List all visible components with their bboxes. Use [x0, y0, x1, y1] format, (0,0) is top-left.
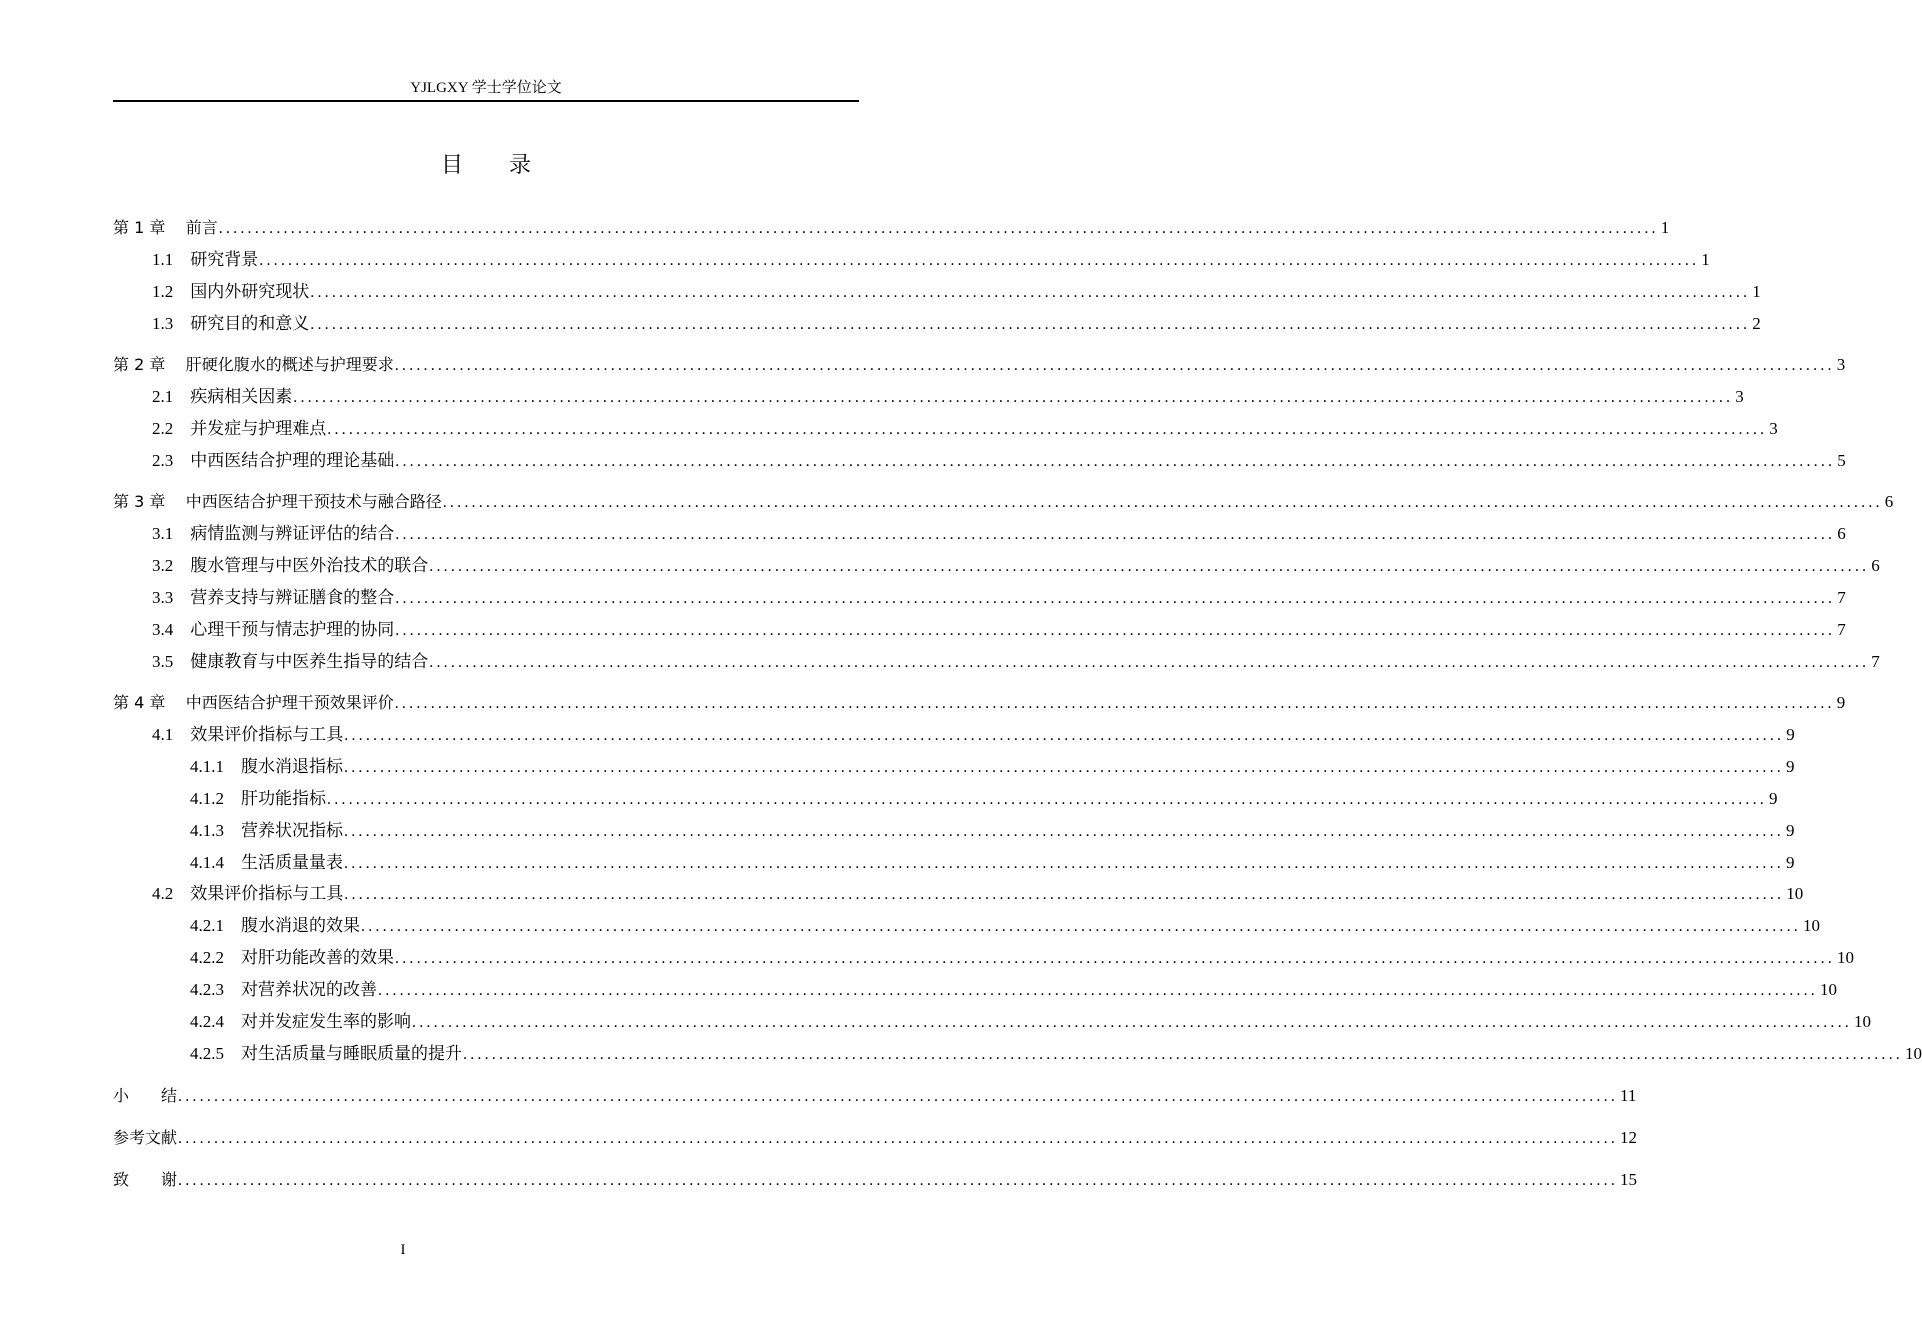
toc-entry[interactable]	[113, 1011, 1871, 1033]
toc-leader-dots: ........................................................................................................................................................................................................	[327, 791, 1767, 808]
toc-entry-page: 9	[1786, 821, 1795, 840]
toc-entry[interactable]	[113, 555, 1880, 577]
toc-entry-gap	[165, 354, 185, 376]
toc-entry-page: 11	[1620, 1086, 1637, 1105]
toc-entry-gap	[173, 418, 190, 440]
toc-entry[interactable]	[113, 491, 1894, 513]
toc-title: 目录	[440, 153, 577, 178]
toc-entry-number: 4.2.1	[190, 916, 224, 935]
toc-entry-number: 3.1	[152, 524, 174, 543]
toc-entry-title: 小 结	[113, 1086, 178, 1105]
toc-entry-number: 1.1	[152, 250, 174, 269]
toc-leader-dots: ........................................................................................................................................................................................................	[395, 453, 1836, 470]
toc-entry-title: 腹水管理与中医外治技术的联合	[190, 556, 429, 575]
toc-entry-gap	[173, 724, 190, 746]
toc-entry-gap	[224, 1043, 241, 1065]
toc-entry-title: 研究背景	[190, 250, 259, 269]
toc-entry-number: 1.3	[152, 314, 174, 333]
toc-leader-dots: ........................................................................................................................................................................................................	[344, 823, 1784, 840]
toc-leader-dots: ........................................................................................................................................................................................................	[178, 1172, 1619, 1189]
toc-entry-gap	[224, 788, 241, 810]
toc-entry-number: 第 2 章	[113, 355, 166, 374]
toc-entry-page: 9	[1786, 757, 1795, 776]
toc-entry-page: 9	[1769, 789, 1778, 808]
toc-entry-page: 6	[1871, 556, 1880, 575]
toc-entry-number: 4.1.2	[190, 789, 224, 808]
toc-entry[interactable]	[113, 883, 1804, 905]
toc-entry-gap	[165, 491, 185, 513]
toc-entry-title: 中西医结合护理干预效果评价	[185, 693, 394, 712]
toc-entry-number: 3.4	[152, 620, 174, 639]
toc-entry[interactable]	[113, 852, 1795, 874]
toc-entry-title: 健康教育与中医养生指导的结合	[190, 652, 429, 671]
toc-entry-gap	[173, 281, 190, 303]
toc-entry-gap	[224, 1011, 241, 1033]
header-rule	[113, 100, 859, 102]
toc-entry-page: 7	[1837, 588, 1846, 607]
toc-entry-gap	[173, 587, 190, 609]
toc-entry[interactable]	[113, 756, 1795, 778]
toc-entry-page: 10	[1854, 1012, 1871, 1031]
toc-entry-page: 9	[1786, 725, 1795, 744]
toc-entry-title: 疾病相关因素	[190, 387, 293, 406]
toc-leader-dots: ........................................................................................................................................................................................................	[310, 316, 1751, 333]
toc-entry-title: 对并发症发生率的影响	[241, 1012, 411, 1031]
toc-entry-page: 3	[1735, 387, 1744, 406]
toc-entry-gap	[224, 756, 241, 778]
toc-leader-dots: ........................................................................................................................................................................................................	[412, 1014, 1852, 1031]
toc-entry-gap	[224, 820, 241, 842]
toc-entry-title: 并发症与护理难点	[190, 419, 327, 438]
toc-entry-page: 5	[1837, 451, 1846, 470]
toc-entry-gap	[224, 947, 241, 969]
toc-entry-title: 心理干预与情志护理的协同	[190, 620, 395, 639]
toc-entry-page: 1	[1660, 218, 1670, 237]
toc-entry-page: 15	[1620, 1170, 1638, 1189]
toc-entry-gap	[173, 523, 190, 545]
toc-entry-title: 效果评价指标与工具	[190, 884, 344, 903]
toc-entry[interactable]	[113, 947, 1854, 969]
toc-entry-title: 对生活质量与睡眠质量的提升	[241, 1044, 462, 1063]
toc-entry[interactable]	[113, 587, 1846, 609]
toc-leader-dots: ........................................................................................................................................................................................................	[395, 622, 1836, 639]
toc-entry-number: 第 1 章	[113, 218, 166, 237]
toc-entry-gap	[224, 915, 241, 937]
toc-entry-title: 肝硬化腹水的概述与护理要求	[185, 355, 394, 374]
toc-leader-dots: ........................................................................................................................................................................................................	[463, 1046, 1903, 1063]
toc-leader-dots: ........................................................................................................................................................................................................	[429, 654, 1870, 671]
toc-entry-title: 效果评价指标与工具	[190, 725, 344, 744]
toc-entry-title: 营养支持与辨证膳食的整合	[190, 588, 395, 607]
toc-entry-gap	[173, 450, 190, 472]
toc-entry[interactable]	[113, 281, 1761, 303]
toc-entry-title: 腹水消退的效果	[241, 916, 360, 935]
toc-entry[interactable]	[113, 692, 1846, 714]
toc-leader-dots: ........................................................................................................................................................................................................	[259, 252, 1700, 269]
toc-entry-gap	[173, 651, 190, 673]
toc-leader-dots: ........................................................................................................................................................................................................	[344, 727, 1785, 744]
toc-leader-dots: ........................................................................................................................................................................................................	[344, 855, 1784, 872]
toc-leader-dots: ........................................................................................................................................................................................................	[218, 220, 1659, 237]
toc-entry-number: 4.1.1	[190, 757, 224, 776]
toc-leader-dots: ........................................................................................................................................................................................................	[394, 357, 1835, 374]
toc-entry[interactable]	[113, 523, 1846, 545]
toc-entry-gap	[224, 852, 241, 874]
toc-entry[interactable]	[113, 354, 1846, 376]
toc-entry[interactable]	[113, 1127, 1638, 1149]
toc-entry-page: 1	[1752, 282, 1761, 301]
toc-entry-gap	[173, 313, 190, 335]
toc-entry[interactable]	[113, 249, 1710, 271]
toc-entry-title: 研究目的和意义	[190, 314, 310, 333]
toc-entry-number: 2.1	[152, 387, 174, 406]
toc-entry-number: 4.2.5	[190, 1044, 224, 1063]
toc-entry[interactable]	[113, 1085, 1637, 1107]
toc-entry[interactable]	[113, 915, 1820, 937]
toc-entry-page: 10	[1905, 1044, 1922, 1063]
toc-entry-gap	[165, 217, 185, 239]
toc-entry-title: 中西医结合护理的理论基础	[190, 451, 395, 470]
toc-entry-page: 7	[1837, 620, 1846, 639]
toc-entry-gap	[173, 619, 190, 641]
toc-entry-page: 9	[1836, 693, 1846, 712]
toc-entry-number: 4.2.4	[190, 1012, 224, 1031]
toc-leader-dots: ........................................................................................................................................................................................................	[344, 886, 1785, 903]
toc-entry-title: 国内外研究现状	[190, 282, 310, 301]
toc-entry-page: 10	[1786, 884, 1804, 903]
toc-entry-title: 腹水消退指标	[241, 757, 343, 776]
toc-leader-dots: ........................................................................................................................................................................................................	[378, 982, 1818, 999]
toc-entry-page: 2	[1752, 314, 1761, 333]
toc-entry-page: 10	[1803, 916, 1820, 935]
toc-entry[interactable]	[113, 724, 1795, 746]
toc-entry[interactable]	[113, 619, 1846, 641]
toc-entry-page: 1	[1701, 250, 1710, 269]
toc-leader-dots: ........................................................................................................................................................................................................	[361, 918, 1801, 935]
toc-entry-title: 参考文献	[113, 1128, 178, 1147]
toc-entry-title: 前言	[185, 218, 218, 237]
toc-entry-number: 3.2	[152, 556, 174, 575]
toc-entry[interactable]	[113, 217, 1670, 239]
toc-entry-title: 对肝功能改善的效果	[241, 948, 394, 967]
toc-entry[interactable]	[113, 313, 1761, 335]
toc-entry-title: 生活质量量表	[241, 853, 343, 872]
toc-entry-number: 第 4 章	[113, 693, 166, 712]
toc-entry[interactable]	[113, 1043, 1922, 1065]
toc-leader-dots: ........................................................................................................................................................................................................	[293, 389, 1734, 406]
toc-entry-title: 营养状况指标	[241, 821, 343, 840]
toc-entry[interactable]	[113, 1169, 1638, 1191]
toc-entry[interactable]	[113, 418, 1778, 440]
toc-leader-dots: ........................................................................................................................................................................................................	[327, 421, 1768, 438]
toc-entry-title: 中西医结合护理干预技术与融合路径	[185, 492, 442, 511]
toc-entry-number: 4.1.3	[190, 821, 224, 840]
toc-entry-page: 6	[1837, 524, 1846, 543]
toc-entry-gap	[173, 555, 190, 577]
toc-entry-number: 1.2	[152, 282, 174, 301]
toc-entry-number: 4.1	[152, 725, 174, 744]
toc-entry[interactable]	[113, 788, 1778, 810]
toc-entry-page: 12	[1620, 1128, 1638, 1147]
toc-entry-page: 10	[1820, 980, 1837, 999]
toc-entry[interactable]	[113, 651, 1880, 673]
toc-entry-gap	[173, 249, 190, 271]
toc-entry-number: 2.2	[152, 419, 174, 438]
toc-entry-page: 9	[1786, 853, 1795, 872]
toc-entry-page: 3	[1769, 419, 1778, 438]
toc-leader-dots: ........................................................................................................................................................................................................	[178, 1088, 1619, 1105]
toc-entry-title: 病情监测与辨证评估的结合	[190, 524, 395, 543]
page-header: YJLGXY 学士学位论文	[410, 80, 562, 96]
toc-entry-number: 第 3 章	[113, 492, 166, 511]
toc-entry-number: 4.2.2	[190, 948, 224, 967]
toc-leader-dots: ........................................................................................................................................................................................................	[395, 526, 1836, 543]
toc-entry-page: 7	[1871, 652, 1880, 671]
toc-leader-dots: ........................................................................................................................................................................................................	[394, 695, 1835, 712]
toc-leader-dots: ........................................................................................................................................................................................................	[344, 759, 1784, 776]
toc-entry-title: 对营养状况的改善	[241, 980, 377, 999]
toc-entry-number: 3.3	[152, 588, 174, 607]
toc-entry-gap	[173, 386, 190, 408]
toc-entry-gap	[224, 979, 241, 1001]
toc-entry-number: 4.1.4	[190, 853, 224, 872]
toc-entry-number: 3.5	[152, 652, 174, 671]
page-number: I	[400, 1242, 406, 1258]
toc-leader-dots: ........................................................................................................................................................................................................	[442, 494, 1883, 511]
toc-leader-dots: ........................................................................................................................................................................................................	[395, 950, 1835, 967]
toc-entry-number: 4.2	[152, 884, 174, 903]
toc-entry-title: 致 谢	[113, 1170, 178, 1189]
toc-entry-page: 10	[1837, 948, 1854, 967]
toc-entry-gap	[165, 692, 185, 714]
toc-entry-page: 6	[1884, 492, 1894, 511]
toc-entry-title: 肝功能指标	[241, 789, 326, 808]
toc-entry-page: 3	[1836, 355, 1846, 374]
toc-entry-number: 4.2.3	[190, 980, 224, 999]
toc-leader-dots: ........................................................................................................................................................................................................	[310, 284, 1751, 301]
toc-entry-gap	[173, 883, 190, 905]
toc-leader-dots: ........................................................................................................................................................................................................	[178, 1130, 1619, 1147]
toc-leader-dots: ........................................................................................................................................................................................................	[429, 558, 1870, 575]
toc-entry-number: 2.3	[152, 451, 174, 470]
toc-entry[interactable]	[113, 450, 1846, 472]
toc-entry[interactable]	[113, 820, 1795, 842]
toc-entry[interactable]	[113, 386, 1744, 408]
toc-leader-dots: ........................................................................................................................................................................................................	[395, 590, 1836, 607]
toc-entry[interactable]	[113, 979, 1837, 1001]
